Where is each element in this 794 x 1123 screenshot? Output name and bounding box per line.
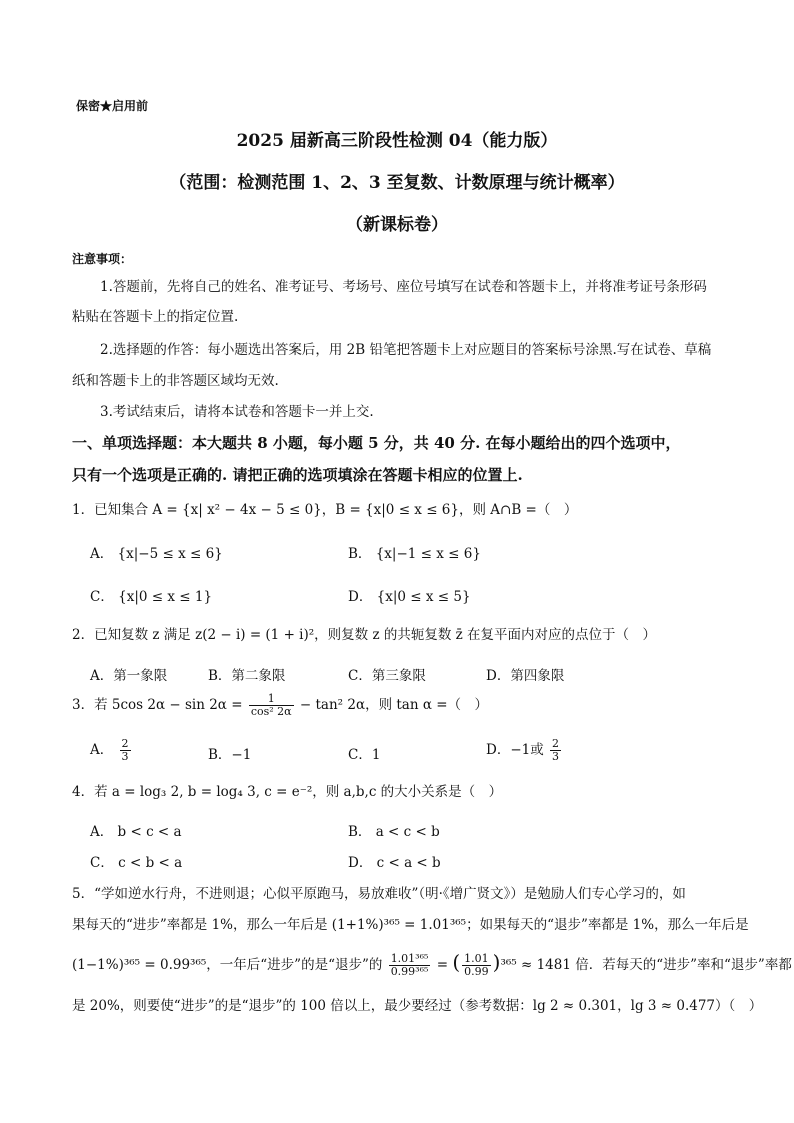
question-2-option-d: D．第四象限 (486, 668, 565, 684)
option-a-fraction (120, 738, 131, 763)
question-2-option-a: A．第一象限 (90, 668, 168, 684)
option-a-num: 2 (121, 737, 129, 750)
question-1-option-c: C． {x|0 ≤ x ≤ 1} (90, 589, 213, 605)
note-line-5: 3.考试结束后，请将本试卷和答题卡一并上交. (100, 404, 374, 420)
question-5-line-3-rest: ³⁶⁵ ≈ 1481 倍．若每天的“进步”率和“退步”率都 (500, 957, 792, 973)
note-line-3: 2.选择题的作答：每小题选出答案后，用 2B 铅笔把答题卡上对应题目的答案标号涂黑.写在试卷、草稿 (100, 342, 712, 358)
question-2-option-b: B．第二象限 (208, 668, 286, 684)
question-5-line-3: (1−1%)³⁶⁵ = 0.99³⁶⁵，一年后“进步”的是“退步”的 $\frac{\text{1.01³⁶⁵}}{\text{0.99³⁶⁵}}$ = ( $\frac{1.01}{0.99}$ )³⁶⁵ ≈ 1481 倍．若每天的“进步”率和“退步”率都 (72, 950, 792, 978)
option-a-den: 3 (121, 750, 129, 763)
question-2-option-c: C．第三象限 (348, 668, 426, 684)
note-line-1: 1.答题前，先将自己的姓名、准考证号、考场号、座位号填写在试卷和答题卡上，并将准考证号条形码 (100, 279, 707, 295)
question-4-option-a: A． b < c < a (90, 824, 182, 840)
question-3-option-a (90, 738, 133, 763)
question-4-stem: 4．若 a = log₃ 2, b = log₄ 3, c = e⁻²，则 a,b,c 的大小关系是（ ） (72, 784, 503, 800)
fraction-2-den: 0.99 (464, 965, 489, 978)
fraction-2-num: 1.01 (464, 952, 489, 965)
question-3-fraction (249, 693, 294, 718)
option-d-fraction (550, 738, 561, 763)
fraction-1-num: 1.01³⁶⁵ (390, 952, 429, 965)
question-2-stem: 2．已知复数 z 满足 z(2 − i) = (1 + i)²，则复数 z 的共轭复数 z̄ 在复平面内对应的点位于（ ） (72, 627, 657, 643)
question-5-line-3-text: (1−1%)³⁶⁵ = 0.99³⁶⁵，一年后“进步”的是“退步”的 (72, 957, 383, 973)
question-4-option-d: D． c < a < b (348, 855, 441, 871)
question-5-fraction-1 (389, 953, 431, 978)
question-1-option-b: B． {x|−1 ≤ x ≤ 6} (348, 546, 481, 562)
question-3-fraction-num: 1 (249, 693, 294, 706)
notes-heading: 注意事项： (72, 252, 133, 266)
fraction-1-den: 0.99³⁶⁵ (390, 965, 429, 978)
section-heading-line-2: 只有一个选项是正确的. 请把正确的选项填涂在答题卡相应的位置上. (72, 466, 523, 484)
option-a-label: A． (90, 742, 114, 758)
question-5-line-1: 5．“学如逆水行舟，不进则退；心似平原跑马，易放难收”（明·《增广贤文》）是勉励人们专心学习的，如 (72, 886, 686, 902)
question-3-stem-post: − tan² 2α，则 tan α =（ ） (299, 697, 489, 713)
question-1-option-a: A． {x|−5 ≤ x ≤ 6} (90, 546, 223, 562)
question-3-stem (72, 693, 488, 718)
question-5-fraction-2 (462, 953, 491, 978)
question-4-option-b: B． a < c < b (348, 824, 440, 840)
option-d-num: 2 (552, 737, 560, 750)
note-line-4: 纸和答题卡上的非答题区域均无效. (72, 373, 279, 389)
question-5-line-4: 是 20%，则要使“进步”的是“退步”的 100 倍以上，最少要经过（参考数据：lg 2 ≈ 0.301，lg 3 ≈ 0.477）（ ） (72, 998, 763, 1014)
equals-sign: = (436, 957, 449, 973)
option-d-den: 3 (552, 750, 560, 763)
question-3-option-c: C．1 (348, 747, 381, 763)
option-d-label: D．−1或 (486, 742, 544, 758)
exam-scope: （范围：检测范围 1、2、3 至复数、计数原理与统计概率） (169, 173, 625, 193)
question-5-line-2: 果每天的“进步”率都是 1%，那么一年后是 (1+1%)³⁶⁵ = 1.01³⁶⁵；如果每天的“退步”率都是 1%，那么一年后是 (72, 917, 749, 933)
question-4-option-c: C． c < b < a (90, 855, 183, 871)
question-3-fraction-den: cos² 2α (250, 705, 292, 718)
confidential-label: 保密★启用前 (76, 99, 149, 113)
question-3-option-d (486, 738, 563, 763)
exam-edition: （新课标卷） (346, 215, 448, 235)
section-heading-line-1: 一、单项选择题：本大题共 8 小题，每小题 5 分，共 40 分. 在每小题给出的四个选项中， (72, 434, 681, 452)
question-1-stem: 1．已知集合 A = {x| x² − 4x − 5 ≤ 0}，B = {x|0 ≤ x ≤ 6}，则 A∩B =（ ） (72, 502, 578, 518)
question-1-option-d: D． {x|0 ≤ x ≤ 5} (348, 589, 471, 605)
exam-title: 2025 届新高三阶段性检测 04（能力版） (236, 131, 558, 151)
note-line-2: 粘贴在答题卡上的指定位置. (72, 309, 239, 325)
question-3-option-b: B．−1 (208, 747, 252, 763)
question-3-stem-pre: 3．若 5cos 2α − sin 2α = (72, 697, 243, 713)
